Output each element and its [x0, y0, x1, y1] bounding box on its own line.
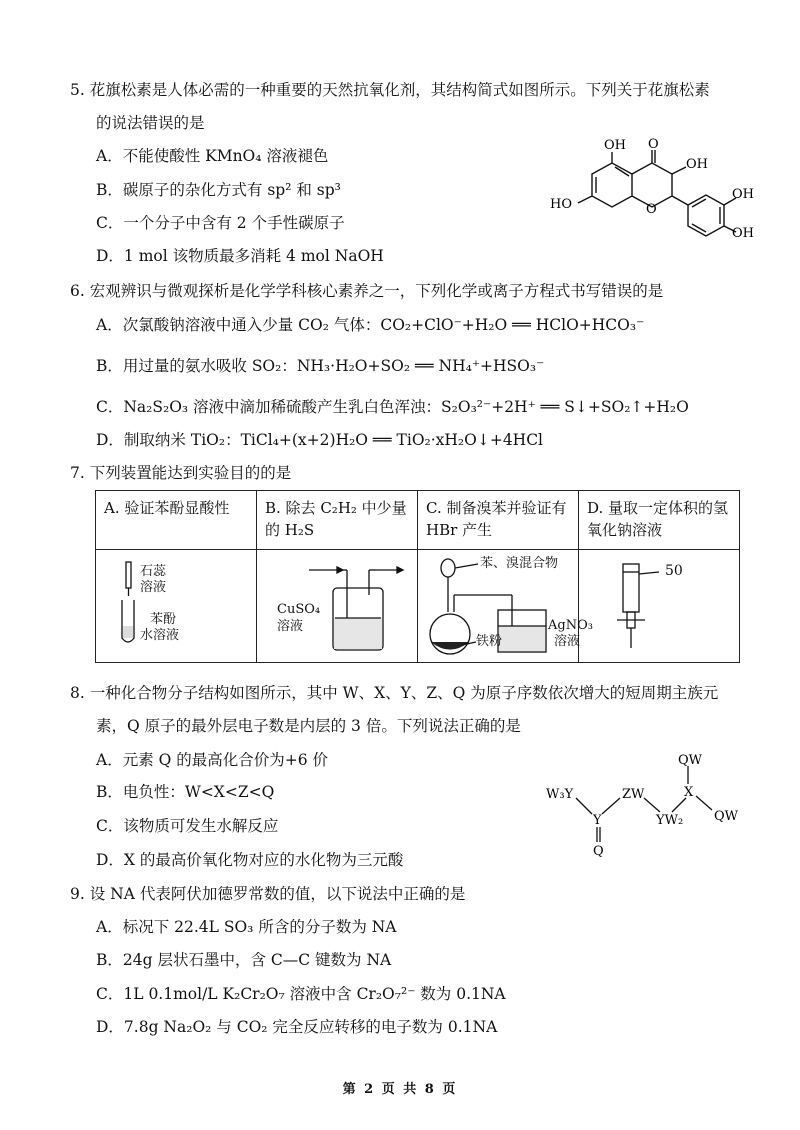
q6-option-d: D．制取纳米 TiO₂：TiCl₄+(x+2)H₂O ══ TiO₂·xH₂O↓+4HCl — [96, 431, 544, 449]
q9-option-d: D．7.8g Na₂O₂ 与 CO₂ 完全反应转移的电子数为 0.1NA — [96, 1018, 498, 1036]
label-aqueous-solution: 水溶液 — [140, 628, 180, 643]
q6-option-b: B．用过量的氨水吸收 SO₂：NH₃·H₂O+SO₂ ══ NH₄⁺+HSO₃⁻ — [96, 357, 545, 375]
label-agno3-solution: 溶液 — [554, 634, 581, 649]
q9-option-c: C．1L 0.1mol/L K₂Cr₂O₇ 溶液中含 Cr₂O₇²⁻ 数为 0.1NA — [96, 985, 506, 1003]
q7-header-a: A. 验证苯酚显酸性 — [96, 491, 257, 550]
q8-option-d: D．X 的最高价氧化物对应的水化物为三元酸 — [96, 851, 404, 869]
q7-figure-a — [96, 550, 257, 663]
q9-stem: 9. 设 NA 代表阿伏加德罗常数的值，以下说法中正确的是 — [70, 885, 466, 903]
q5-stem-line2: 的说法错误的是 — [96, 114, 205, 132]
q8-option-c: C．该物质可发生水解反应 — [96, 817, 279, 835]
q8-option-a: A．元素 Q 的最高化合价为+6 价 — [96, 751, 329, 769]
q5-option-d: D．1 mol 该物质最多消耗 4 mol NaOH — [96, 247, 384, 265]
ring-o-label: O — [646, 202, 657, 217]
q6-option-a: A．次氯酸钠溶液中通入少量 CO₂ 气体：CO₂+ClO⁻+H₂O ══ HClO+HCO₃⁻ — [96, 316, 645, 334]
q7-stem: 7. 下列装置能达到实验目的的是 — [70, 464, 292, 482]
ho-label: HO — [550, 197, 572, 212]
struct-qw-right: QW — [714, 809, 739, 824]
q8-option-b: B．电负性：W<X<Z<Q — [96, 783, 275, 801]
q7-header-d: D. 量取一定体积的氢氧化钠溶液 — [579, 491, 740, 550]
q5-option-a: A．不能使酸性 KMnO₄ 溶液褪色 — [96, 147, 329, 165]
label-phenol: 苯酚 — [150, 612, 177, 627]
carbonyl-o-label: O — [648, 137, 659, 152]
struct-zw: ZW — [622, 787, 645, 802]
oh-label-4: OH — [732, 226, 754, 241]
label-benzene-bromine-mixture: 苯、溴混合物 — [480, 556, 559, 571]
q7-figure-c — [418, 550, 593, 663]
label-burette-mark: 50 — [665, 563, 683, 579]
q7-apparatus-table — [95, 490, 740, 663]
struct-q: Q — [593, 844, 604, 859]
struct-w3y: W₃Y — [546, 787, 574, 802]
label-cuso4: CuSO₄ — [277, 602, 321, 617]
oh-label-3: OH — [732, 187, 754, 202]
burette-drawing — [579, 550, 734, 660]
q5-option-c: C．一个分子中含有 2 个手性碳原子 — [96, 214, 345, 232]
dropper-testtube-drawing — [96, 550, 246, 660]
oh-label-1: OH — [604, 138, 626, 153]
q9-option-a: A．标况下 22.4L SO₃ 所含的分子数为 NA — [96, 918, 397, 936]
q8-stem-line1: 8. 一种化合物分子结构如图所示，其中 W、X、Y、Z、Q 为原子序数依次增大的短周期主族元 — [70, 684, 719, 702]
label-solution-1: 溶液 — [140, 580, 167, 595]
struct-x: X — [684, 785, 694, 800]
q8-molecule-structure — [540, 752, 760, 862]
q5-option-b: B．碳原子的杂化方式有 sp² 和 sp³ — [96, 181, 341, 199]
label-agno3: AgNO₃ — [548, 618, 593, 633]
oh-label-2: OH — [686, 157, 708, 172]
taxifolin-structure — [540, 136, 754, 246]
struct-qw-top: QW — [678, 753, 703, 768]
q5-stem-line1: 5. 花旗松素是人体必需的一种重要的天然抗氧化剂，其结构简式如图所示。下列关于花旗松素 — [70, 81, 710, 99]
q7-figure-b — [257, 550, 418, 663]
q7-figure-d — [579, 550, 740, 663]
q7-header-c: C. 制备溴苯并验证有 HBr 产生 — [418, 491, 579, 550]
q7-header-b: B. 除去 C₂H₂ 中少量的 H₂S — [257, 491, 418, 550]
q8-stem-line2: 素，Q 原子的最外层电子数是内层的 3 倍。下列说法正确的是 — [96, 717, 521, 735]
label-litmus: 石蕊 — [140, 564, 167, 579]
label-cuso4-solution: 溶液 — [277, 619, 304, 634]
q9-option-b: B．24g 层状石墨中，含 C—C 键数为 NA — [96, 951, 392, 969]
struct-y: Y — [593, 813, 602, 828]
q6-stem: 6. 宏观辨识与微观探析是化学学科核心素养之一，下列化学或离子方程式书写错误的是 — [70, 282, 664, 300]
q6-option-c: C．Na₂S₂O₃ 溶液中滴加稀硫酸产生乳白色浑浊：S₂O₃²⁻+2H⁺ ══ S↓+SO₂↑+H₂O — [96, 398, 689, 416]
label-iron-powder: 铁粉 — [476, 634, 503, 649]
struct-yw2: YW₂ — [656, 813, 684, 828]
page-footer: 第 2 页 共 8 页 — [342, 1082, 458, 1097]
